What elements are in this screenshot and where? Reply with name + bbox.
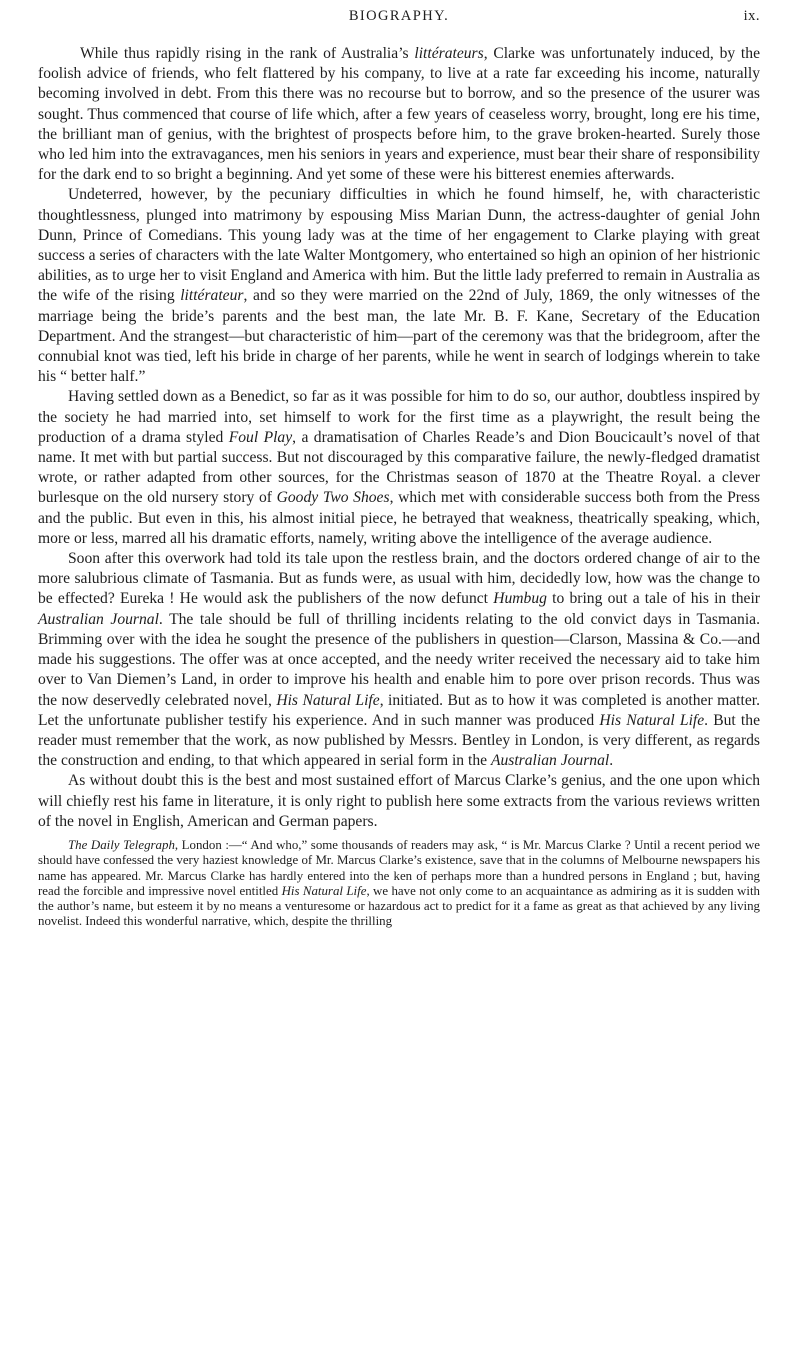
text-run: Having settled down as a Benedict, so far as it was possible for him to do so, our author, doubtless inspired by the society he had married into, set himself to work for the first time as a playwright, the result being the production of a drama styled [38,388,760,446]
running-head [38,0,760,44]
review-paragraph [38,838,760,930]
text-run: . [609,752,614,770]
text-run: , a dramatisation of Charles Reade’s and Dion Boucicault’s novel of that name. It met with but partial success. But not discouraged by this comparative failure, the newly-fledged dramatist wrote, or rather adapted from other sources, for the Christmas season of 1870 at the Theatre Royal. a clever burlesque on the old nursery story of [38,428,760,507]
review-extract [38,838,760,930]
text-run: Undeterred, however, by the pecuniary difficulties in which he found himself, he, with characteristic thoughtlessness, plunged into matrimony by espousing Miss Marian Dunn, the actress-daughter of genial John Dunn, Prince of Comedians. This young lady was at the time of her engagement to Clarke playing with great success a series of characters with the late Walter Montgomery, who entertained so high an opinion of her histrionic abilities, as to urge her to visit England and America with him. But the little lady preferred to remain in Australia as the wife of the rising [38,186,760,305]
text-run: , and so they were married on the 22nd of July, 1869, the only witnesses of the marriage being the bride’s parents and the best man, the late Mr. B. F. Kane, Secretary of the Education Department. And the strangest—but characteristic of him—part of the ceremony was that the bridegroom, after the connubial knot was tied, left his bride in charge of her parents, while he went in search of lodgings wherein to take his “ better half.” [38,287,760,386]
italic-title: Foul Play [228,428,293,446]
italic-title: Humbug [493,590,547,608]
italic-title: littérateur [180,287,244,305]
text-run: While thus rapidly rising in the rank of Australia’s [80,45,415,62]
italic-title: His Natural Life [276,691,380,709]
text-run: Soon after this overwork had told its tale upon the restless brain, and the doctors ordered change of air to the more salubrious climate of Tasmania. But as funds were, as usual with him, decidedly low, how was the change to be effected? Eureka ! He would ask the publishers of the now defunct [38,550,760,608]
text-run: As without doubt this is the best and most sustained effort of Marcus Clarke’s genius, and the one upon which will chiefly rest his fame in literature, it is only right to publish here some extracts from the various reviews written of the novel in English, American and German papers. [38,772,760,830]
text-run: , which met with considerable success both from the Press and the public. But even in this, his almost initial piece, he betrayed that weakness, theatrically speaking, which, more or less, marred all his dramatic efforts, namely, writing above the intelligence of the average audience. [38,489,760,547]
text-run: . But the reader must remember that the work, as now published by Messrs. Bentley in London, is very different, as regards the construction and ending, to that which appeared in serial form in the [38,711,760,770]
body-paragraph [38,44,760,185]
text-run: , initiated. But as to how it was completed is another matter. Let the unfortunate publisher testify his experience. And in such manner was produced [38,691,760,729]
italic-title: Australian Journal [490,752,610,770]
italic-title: His Natural Life [281,883,367,898]
italic-title: littérateurs [414,45,484,62]
text-run: , we have not only come to an acquaintance as admiring as it is sudden with the author’s name, but esteem it by no means a venturesome or hazardous act to predict for it a fame as great as that achieved by any living novelist. Indeed this wonderful narrative, which, despite the thrilling [38,883,760,929]
italic-title: Goody Two Shoes [276,489,390,507]
running-title: BIOGRAPHY. [348,8,450,24]
page-number: ix. [743,8,760,24]
italic-title: His Natural Life [599,711,705,729]
body-paragraph [38,387,760,549]
body-paragraph [38,185,760,387]
body-paragraph [38,549,760,771]
italic-title: The Daily Telegraph [68,837,175,852]
body-paragraph [38,771,760,832]
italic-title: Australian Journal [38,610,159,628]
text-run: , London :—“ And who,” some thousands of readers may ask, “ is Mr. Marcus Clarke ? Until a recent period we should have confessed the very haziest knowledge of Mr. Marcus Clarke’s existence, save that in the columns of Melbourne newspapers his name has appeared. Mr. Marcus Clarke has hardly entered into the ken of perhaps more than a hundred persons in England ; but, having read the forcible and impressive novel entitled [38,837,760,898]
text-run: . The tale should be full of thrilling incidents relating to the old convict days in Tasmania. Brimming over with the idea he sought the presence of the publishers in question—Clarson, Massina & Co.—and made his suggestions. The offer was at once accepted, and the needy writer received the necessary aid to take him over to Van Diemen’s Land, in order to improve his health and enable him to pore over prison records. Thus was the now deservedly celebrated novel, [38,610,760,709]
body-text [38,44,760,832]
text-run: , Clarke was unfortunately induced, by the foolish advice of friends, who felt flattered by his company, to live at a rate far exceeding his income, naturally becoming involved in debt. From this there was no recourse but to borrow, and so the presence of the usurer was sought. Thus commenced that course of life which, after a few years of ceaseless worry, brought, long ere his time, the brilliant man of genius, with the brightest of prospects before him, to the grave broken-hearted. Surely those who led him into the extravagances, men his seniors in years and experience, must bear their share of responsibility for the dark end to so bright a beginning. And yet some of these were his bitterest enemies afterwards. [38,45,760,184]
book-page [38,0,760,1360]
text-run: to bring out a tale of his in their [546,590,760,608]
